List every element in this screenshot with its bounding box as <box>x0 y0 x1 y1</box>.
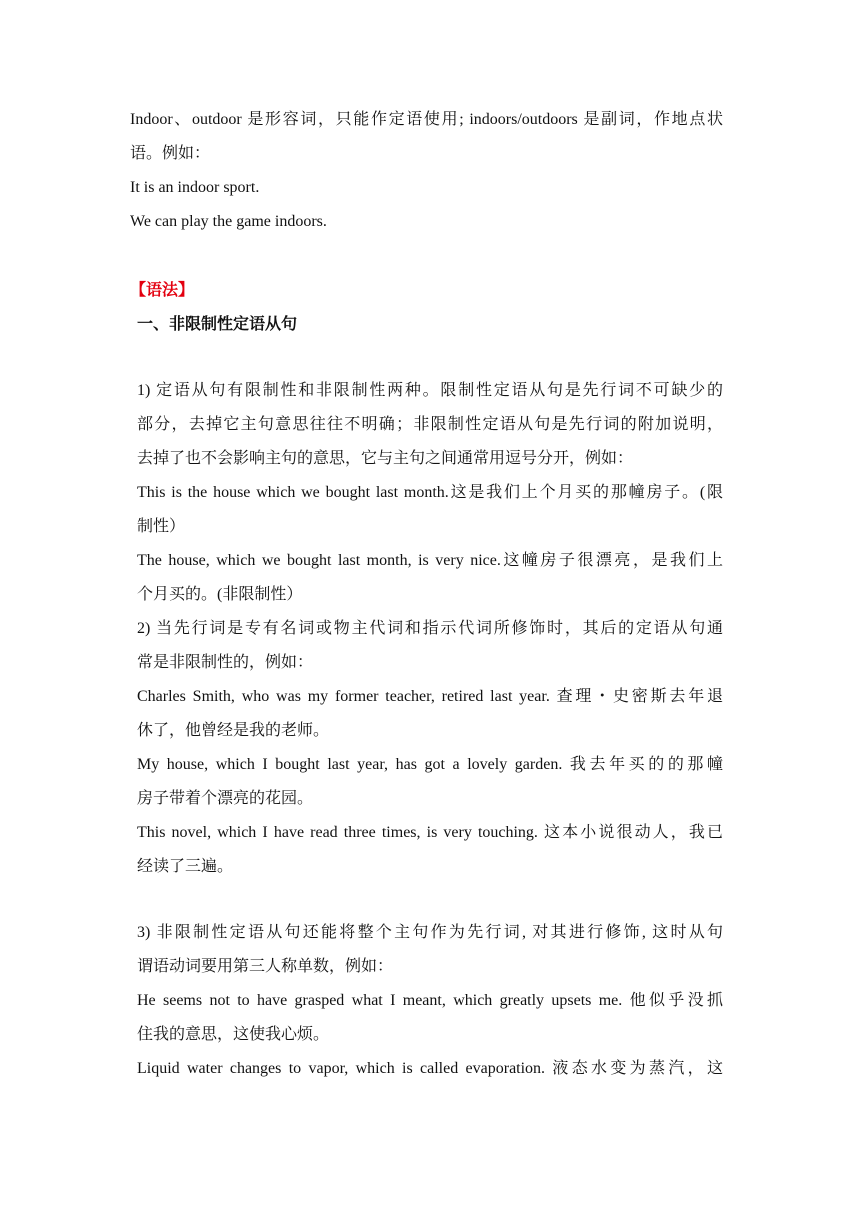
intro-line-1: Indoor、outdoor 是形容词，只能作定语使用; indoors/outdoors 是副词，作地点状 <box>130 111 723 128</box>
point1-example-2a: The house, which we bought last month, is very nice.这幢房子很漂亮，是我们上 <box>137 552 723 569</box>
section-mark-grammar: 【语法】 <box>130 282 195 299</box>
intro-example-1: It is an indoor sport. <box>130 179 260 196</box>
point2-example-2a: My house, which I bought last year, has got a lovely garden. 我去年买的的那幢 <box>137 756 723 773</box>
point2-example-3b: 经读了三遍。 <box>137 858 234 875</box>
section-heading: 一、非限制性定语从句 <box>137 316 298 333</box>
point3-example-2a: Liquid water changes to vapor, which is called evaporation. 液态水变为蒸汽，这 <box>137 1060 723 1077</box>
point3-example-1a: He seems not to have grasped what I meant, which greatly upsets me. 他似乎没抓 <box>137 992 723 1009</box>
point2-line-2: 常是非限制性的，例如： <box>137 654 314 671</box>
point3-example-1b: 住我的意思，这使我心烦。 <box>137 1026 330 1043</box>
intro-line-2: 语。例如： <box>130 145 211 162</box>
point2-example-1a: Charles Smith, who was my former teacher, retired last year. 查理・史密斯去年退 <box>137 688 723 705</box>
point2-example-2b: 房子带着个漂亮的花园。 <box>137 790 314 807</box>
point1-line-2: 部分，去掉它主句意思往往不明确；非限制性定语从句是先行词的附加说明， <box>137 416 723 433</box>
point2-example-1b: 休了，他曾经是我的老师。 <box>137 722 330 739</box>
point1-example-1b: 制性） <box>137 518 186 535</box>
point2-line-1: 2) 当先行词是专有名词或物主代词和指示代词所修饰时，其后的定语从句通 <box>137 620 723 637</box>
point2-example-3a: This novel, which I have read three times, is very touching. 这本小说很动人，我已 <box>137 824 723 841</box>
point3-line-2: 谓语动词要用第三人称单数，例如： <box>137 958 394 975</box>
point1-example-2b: 个月买的。(非限制性） <box>137 586 303 603</box>
point3-line-1: 3) 非限制性定语从句还能将整个主句作为先行词, 对其进行修饰, 这时从句 <box>137 924 723 941</box>
point1-example-1a: This is the house which we bought last month.这是我们上个月买的那幢房子。(限 <box>137 484 723 501</box>
point1-line-1: 1) 定语从句有限制性和非限制性两种。限制性定语从句是先行词不可缺少的 <box>137 382 723 399</box>
point1-line-3: 去掉了也不会影响主句的意思，它与主句之间通常用逗号分开，例如： <box>137 450 634 467</box>
intro-example-2: We can play the game indoors. <box>130 213 327 230</box>
